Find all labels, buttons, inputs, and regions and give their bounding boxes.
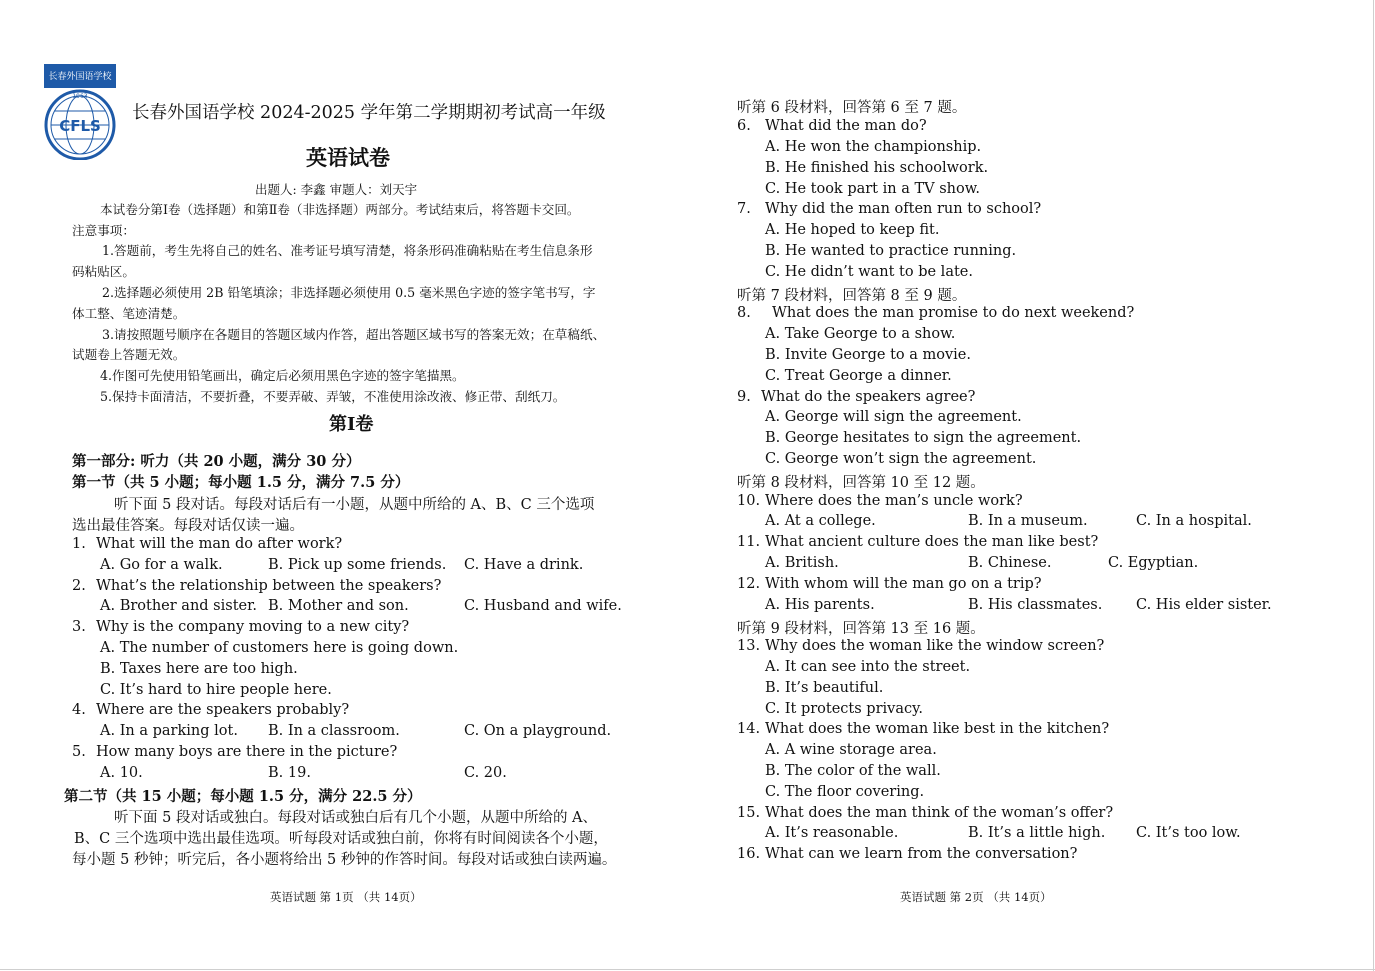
group-6-instruction: 听第 6 段材料，回答第 6 至 7 题。 <box>737 100 967 116</box>
q7-option-b: B. He wanted to practice running. <box>765 243 1017 259</box>
svg-text:长春外国语学校: 长春外国语学校 <box>48 72 112 82</box>
exam-authors: 出题人: 李鑫 审题人：刘天宇 <box>255 182 418 197</box>
question-text: Where are the speakers probably? <box>96 702 350 718</box>
page-footer-left: 英语试题 第 1页 （共 14页） <box>270 890 422 904</box>
q1-option-a: A. Go for a walk. <box>100 557 223 573</box>
question-text: What can we learn from the conversation? <box>765 846 1078 862</box>
q2-option-a: A. Brother and sister. <box>100 598 258 614</box>
question-10 <box>737 493 1023 509</box>
question-16 <box>737 846 1077 862</box>
page-edge-right <box>1373 0 1374 971</box>
q12-option-b: B. His classmates. <box>968 597 1103 613</box>
question-9 <box>737 389 975 405</box>
q6-option-c: C. He took part in a TV show. <box>765 181 981 197</box>
notes-item3-line1: 3.请按照题号顺序在各题目的答题区域内作答，超出答题区域书写的答案无效；在草稿纸、 <box>102 327 606 342</box>
question-text: What does the man promise to do next weekend? <box>772 305 1135 321</box>
notes-item5: 5.保持卡面清洁，不要折叠，不要弄破、弄皱，不准使用涂改液、修正带、刮纸刀。 <box>100 389 566 404</box>
question-text: With whom will the man go on a trip? <box>765 576 1042 592</box>
question-text: Why does the woman like the window screen? <box>765 638 1105 654</box>
exam-subject-title: 英语试卷 <box>306 145 390 170</box>
section1-instructions-line2: 选出最佳答案。每段对话仅读一遍。 <box>72 518 304 534</box>
q2-option-b: B. Mother and son. <box>268 598 409 614</box>
q8-option-b: B. Invite George to a movie. <box>765 347 972 363</box>
question-number: 15. <box>737 805 761 821</box>
notes-item2-line2: 体工整、笔迹清楚。 <box>72 306 186 321</box>
q10-option-c: C. In a hospital. <box>1136 513 1252 529</box>
q3-option-c: C. It’s hard to hire people here. <box>100 682 332 698</box>
question-number: 8. <box>737 305 751 321</box>
question-number: 9. <box>737 389 751 405</box>
q14-option-c: C. The floor covering. <box>765 784 925 800</box>
question-12 <box>737 576 1042 592</box>
question-number: 4. <box>72 702 86 718</box>
q15-option-c: C. It’s too low. <box>1136 825 1241 841</box>
q5-option-b: B. 19. <box>268 765 311 781</box>
notes-heading: 注意事项： <box>72 223 135 238</box>
question-text: What does the man think of the woman’s offer? <box>765 805 1114 821</box>
question-text: How many boys are there in the picture? <box>96 744 398 760</box>
question-number: 2. <box>72 578 86 594</box>
q5-option-a: A. 10. <box>100 765 143 781</box>
question-text: Why did the man often run to school? <box>765 201 1042 217</box>
question-13 <box>737 638 1104 654</box>
notes-item2-line1: 2.选择题必须使用 2B 铅笔填涂；非选择题必须使用 0.5 毫米黑色字迹的签字笔书写，字 <box>102 285 596 300</box>
question-text: What will the man do after work? <box>96 536 343 552</box>
group-9-instruction: 听第 9 段材料，回答第 13 至 16 题。 <box>737 621 985 637</box>
question-number: 11. <box>737 534 761 550</box>
question-number: 14. <box>737 721 761 737</box>
question-text: Why is the company moving to a new city? <box>96 619 410 635</box>
q4-option-a: A. In a parking lot. <box>100 723 238 739</box>
q5-option-c: C. 20. <box>464 765 507 781</box>
question-5 <box>72 744 397 760</box>
question-number: 13. <box>737 638 761 654</box>
group-7-instruction: 听第 7 段材料，回答第 8 至 9 题。 <box>737 288 967 304</box>
question-1 <box>72 536 342 552</box>
question-text: What did the man do? <box>765 118 927 134</box>
page-edge-bottom <box>0 969 1375 970</box>
section2-title: 第二节（共 15 小题；每小题 1.5 分，满分 22.5 分） <box>64 788 422 805</box>
q7-option-a: A. He hoped to keep fit. <box>765 222 940 238</box>
notes-item4: 4.作图可先使用铅笔画出，确定后必须用黑色字迹的签字笔描黑。 <box>100 368 465 383</box>
q14-option-a: A. A wine storage area. <box>765 742 937 758</box>
group-8-instruction: 听第 8 段材料，回答第 10 至 12 题。 <box>737 475 985 491</box>
q9-option-b: B. George hesitates to sign the agreement. <box>765 430 1082 446</box>
section1-instructions-line1: 听下面 5 段对话。每段对话后有一小题，从题中所给的 A、B、C 三个选项 <box>114 497 595 513</box>
q7-option-c: C. He didn’t want to be late. <box>765 264 973 280</box>
q2-option-c: C. Husband and wife. <box>464 598 622 614</box>
question-text: What’s the relationship between the speakers? <box>96 578 442 594</box>
question-2 <box>72 578 441 594</box>
q8-option-c: C. Treat George a dinner. <box>765 368 952 384</box>
svg-text:1963: 1963 <box>72 93 88 100</box>
school-logo <box>44 64 116 160</box>
q6-option-a: A. He won the championship. <box>765 139 982 155</box>
question-8 <box>737 305 1134 321</box>
question-number: 5. <box>72 744 86 760</box>
question-text: What ancient culture does the man like best? <box>765 534 1099 550</box>
q13-option-a: A. It can see into the street. <box>765 659 971 675</box>
q9-option-c: C. George won’t sign the agreement. <box>765 451 1037 467</box>
question-number: 16. <box>737 846 761 862</box>
question-11 <box>737 534 1098 550</box>
part1-title: 第一部分: 听力（共 20 小题，满分 30 分） <box>72 453 361 470</box>
q12-option-c: C. His elder sister. <box>1136 597 1272 613</box>
question-text: What does the woman like best in the kitchen? <box>765 721 1110 737</box>
q11-option-b: B. Chinese. <box>968 555 1052 571</box>
q6-option-b: B. He finished his schoolwork. <box>765 160 989 176</box>
notes-item1-line1: 1.答题前，考生先将自己的姓名、准考证号填写清楚，将条形码准确粘贴在考生信息条形 <box>102 243 593 258</box>
section2-instructions-line3: 每小题 5 秒钟；听完后，各小题将给出 5 秒钟的作答时间。每段对话或独白读两遍。 <box>72 852 617 868</box>
q9-option-a: A. George will sign the agreement. <box>765 409 1022 425</box>
q14-option-b: B. The color of the wall. <box>765 763 941 779</box>
question-text: What do the speakers agree? <box>761 389 976 405</box>
question-15 <box>737 805 1113 821</box>
question-14 <box>737 721 1109 737</box>
q11-option-a: A. British. <box>765 555 839 571</box>
q10-option-b: B. In a museum. <box>968 513 1088 529</box>
section2-instructions-line1: 听下面 5 段对话或独白。每段对话或独白后有几个小题，从题中所给的 A、 <box>114 810 598 826</box>
question-number: 6. <box>737 118 751 134</box>
q3-option-a: A. The number of customers here is going down. <box>100 640 459 656</box>
q15-option-b: B. It’s a little high. <box>968 825 1106 841</box>
q13-option-c: C. It protects privacy. <box>765 701 923 717</box>
question-number: 10. <box>737 493 761 509</box>
q4-option-b: B. In a classroom. <box>268 723 400 739</box>
question-number: 1. <box>72 536 86 552</box>
notes-item3-line2: 试题卷上答题无效。 <box>72 347 186 362</box>
q3-option-b: B. Taxes here are too high. <box>100 661 298 677</box>
q1-option-c: C. Have a drink. <box>464 557 584 573</box>
q12-option-a: A. His parents. <box>765 597 875 613</box>
notes-intro: 本试卷分第Ⅰ卷（选择题）和第Ⅱ卷（非选择题）两部分。考试结束后，将答题卡交回。 <box>100 202 580 217</box>
notes-item1-line2: 码粘贴区。 <box>72 264 135 279</box>
question-4 <box>72 702 349 718</box>
q11-option-c: C. Egyptian. <box>1108 555 1199 571</box>
question-number: 7. <box>737 201 751 217</box>
q4-option-c: C. On a playground. <box>464 723 612 739</box>
q13-option-b: B. It’s beautiful. <box>765 680 884 696</box>
q8-option-a: A. Take George to a show. <box>765 326 956 342</box>
page-footer-right: 英语试题 第 2页 （共 14页） <box>900 890 1052 904</box>
q10-option-a: A. At a college. <box>765 513 876 529</box>
question-text: Where does the man’s uncle work? <box>765 493 1023 509</box>
section1-title: 第一节（共 5 小题；每小题 1.5 分，满分 7.5 分） <box>72 474 410 491</box>
svg-text:CFLS: CFLS <box>59 117 101 135</box>
q1-option-b: B. Pick up some friends. <box>268 557 447 573</box>
q15-option-a: A. It’s reasonable. <box>765 825 899 841</box>
exam-header-title: 长春外国语学校 2024-2025 学年第二学期期初考试高一年级 <box>132 103 606 123</box>
volume-title: 第Ⅰ卷 <box>329 414 374 435</box>
question-7 <box>737 201 1041 217</box>
question-number: 3. <box>72 619 86 635</box>
section2-instructions-line2: B、C 三个选项中选出最佳选项。听每段对话或独白前，你将有时间阅读各个小题， <box>74 831 608 847</box>
question-6 <box>737 118 927 134</box>
question-3 <box>72 619 409 635</box>
question-number: 12. <box>737 576 761 592</box>
